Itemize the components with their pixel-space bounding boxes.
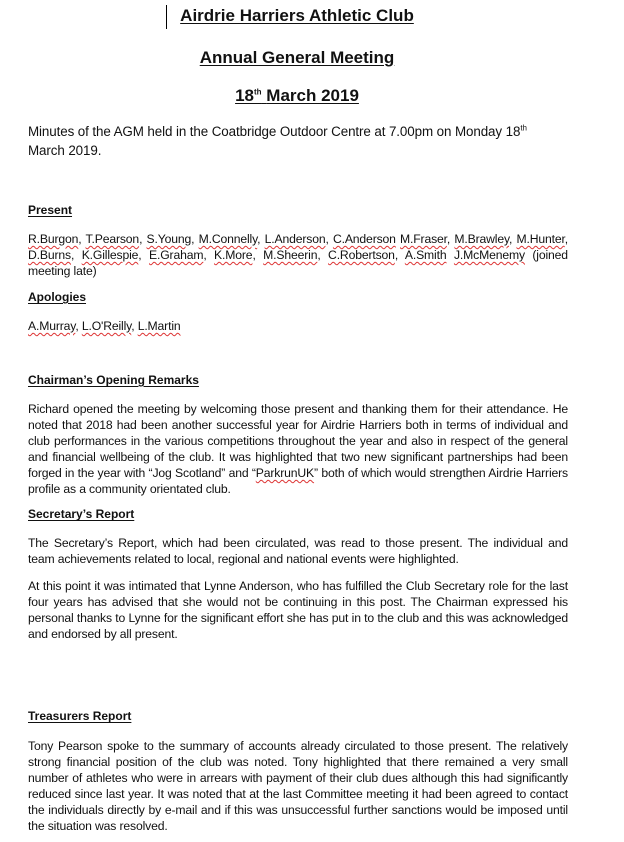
- present-list: R.Burgon, T.Pearson, S.Young, M.Connelly, L.Anderson, C.Anderson M.Fraser, M.Brawley, M.Hunter, D.Burns, K.Gillespie, E.Graham, K.More, M.Sheerin, C.Robertson, A.Smith J.McMenemy (joined meeting late): [28, 232, 568, 278]
- attendee-name: M.Connelly: [198, 232, 258, 246]
- intro-text: Minutes of the AGM held in the Coatbridge Outdoor Centre at 7.00pm on Monday 18: [28, 124, 521, 139]
- attendee-name: S.Young: [146, 232, 192, 246]
- chairman-text: Richard opened the meeting by welcoming those present and thanking them for their attendance. He noted that 2018 had been another successful year for Airdrie Harriers both in terms of individual and club performances in the various competitions throughout the year and also in respect of the general and financial wellbeing of the club. It was highlighted that two new significant partnerships had been forged in the year with “Jog Scotland” and “: [28, 402, 568, 480]
- attendee-name: M.Fraser: [400, 232, 447, 246]
- attendee-name: K.Gillespie: [81, 248, 139, 262]
- treasurer-paragraph: Tony Pearson spoke to the summary of accounts already circulated to those present. The relatively strong financial position of the club was noted. Tony highlighted that there remained a very small number of athletes who were in arrears with payment of their club dues although this had significantly reduced since last year. It was noted that at the last Committee meeting it had been agreed to contact the individuals directly by e-mail and if this was unsuccessful further sanctions would be imposed until the situation was resolved.: [28, 739, 568, 833]
- secretary-paragraph-2: At this point it was intimated that Lynne Anderson, who has fulfilled the Club Secretary role for the last four years has advised that she would not be continuing in this post. The Chairman expressed his personal thanks to Lynne for the significant effort she has put in to the club and this was acknowledged and endorsed by all present.: [28, 579, 568, 641]
- attendee-name: E.Graham: [149, 248, 204, 262]
- attendee-name: M.Brawley: [454, 232, 510, 246]
- attendee-name: T.Pearson: [85, 232, 140, 246]
- treasurer-heading: Treasurers Report: [28, 709, 132, 723]
- club-title: Airdrie Harriers Athletic Club: [180, 6, 414, 25]
- chairman-text-2: ” both of which would strengthen Airdrie Harriers profile as a community orientated club.: [28, 466, 568, 496]
- attendee-name: C.Anderson: [332, 232, 396, 246]
- attendee-name: L.Anderson: [264, 232, 326, 246]
- present-heading: Present: [28, 203, 73, 217]
- present-note: (joined meeting late): [28, 248, 568, 278]
- attendee-name: M.Sheerin: [263, 248, 318, 262]
- meeting-title: Annual General Meeting: [199, 48, 395, 67]
- spellcheck-word: ParkrunUK: [255, 466, 315, 480]
- attendee-name: D.Burns: [28, 248, 71, 262]
- attendee-name: M.Hunter: [516, 232, 565, 246]
- attendee-name: A.Smith: [404, 248, 447, 262]
- attendee-name: R.Burgon: [28, 232, 79, 246]
- attendee-name: C.Robertson: [328, 248, 395, 262]
- attendee-name: L.Martin: [137, 319, 181, 333]
- attendee-name: A.Murray: [28, 319, 76, 333]
- meeting-date: [0, 86, 594, 106]
- date-rest: March 2019: [266, 86, 359, 105]
- intro-text-2: March 2019.: [28, 143, 102, 158]
- attendee-name: J.McMenemy: [453, 248, 525, 262]
- secretary-paragraph-1: The Secretary’s Report, which had been circulated, was read to those present. The individual and team achievements related to local, regional and national events were highlighted.: [28, 536, 568, 566]
- secretary-heading: Secretary’s Report: [28, 507, 135, 521]
- chairman-paragraph: [28, 401, 568, 497]
- intro-paragraph: [28, 122, 568, 160]
- date-day: 18: [235, 86, 254, 105]
- attendee-name: L.O'Reilly: [81, 319, 132, 333]
- intro-sup: th: [520, 123, 527, 133]
- apologies-heading: Apologies: [28, 290, 87, 304]
- date-suffix: th: [254, 87, 262, 97]
- chairman-heading: Chairman’s Opening Remarks: [28, 373, 199, 387]
- attendee-name: K.More: [214, 248, 253, 262]
- apologies-list: A.Murray, L.O'Reilly, L.Martin: [28, 319, 181, 333]
